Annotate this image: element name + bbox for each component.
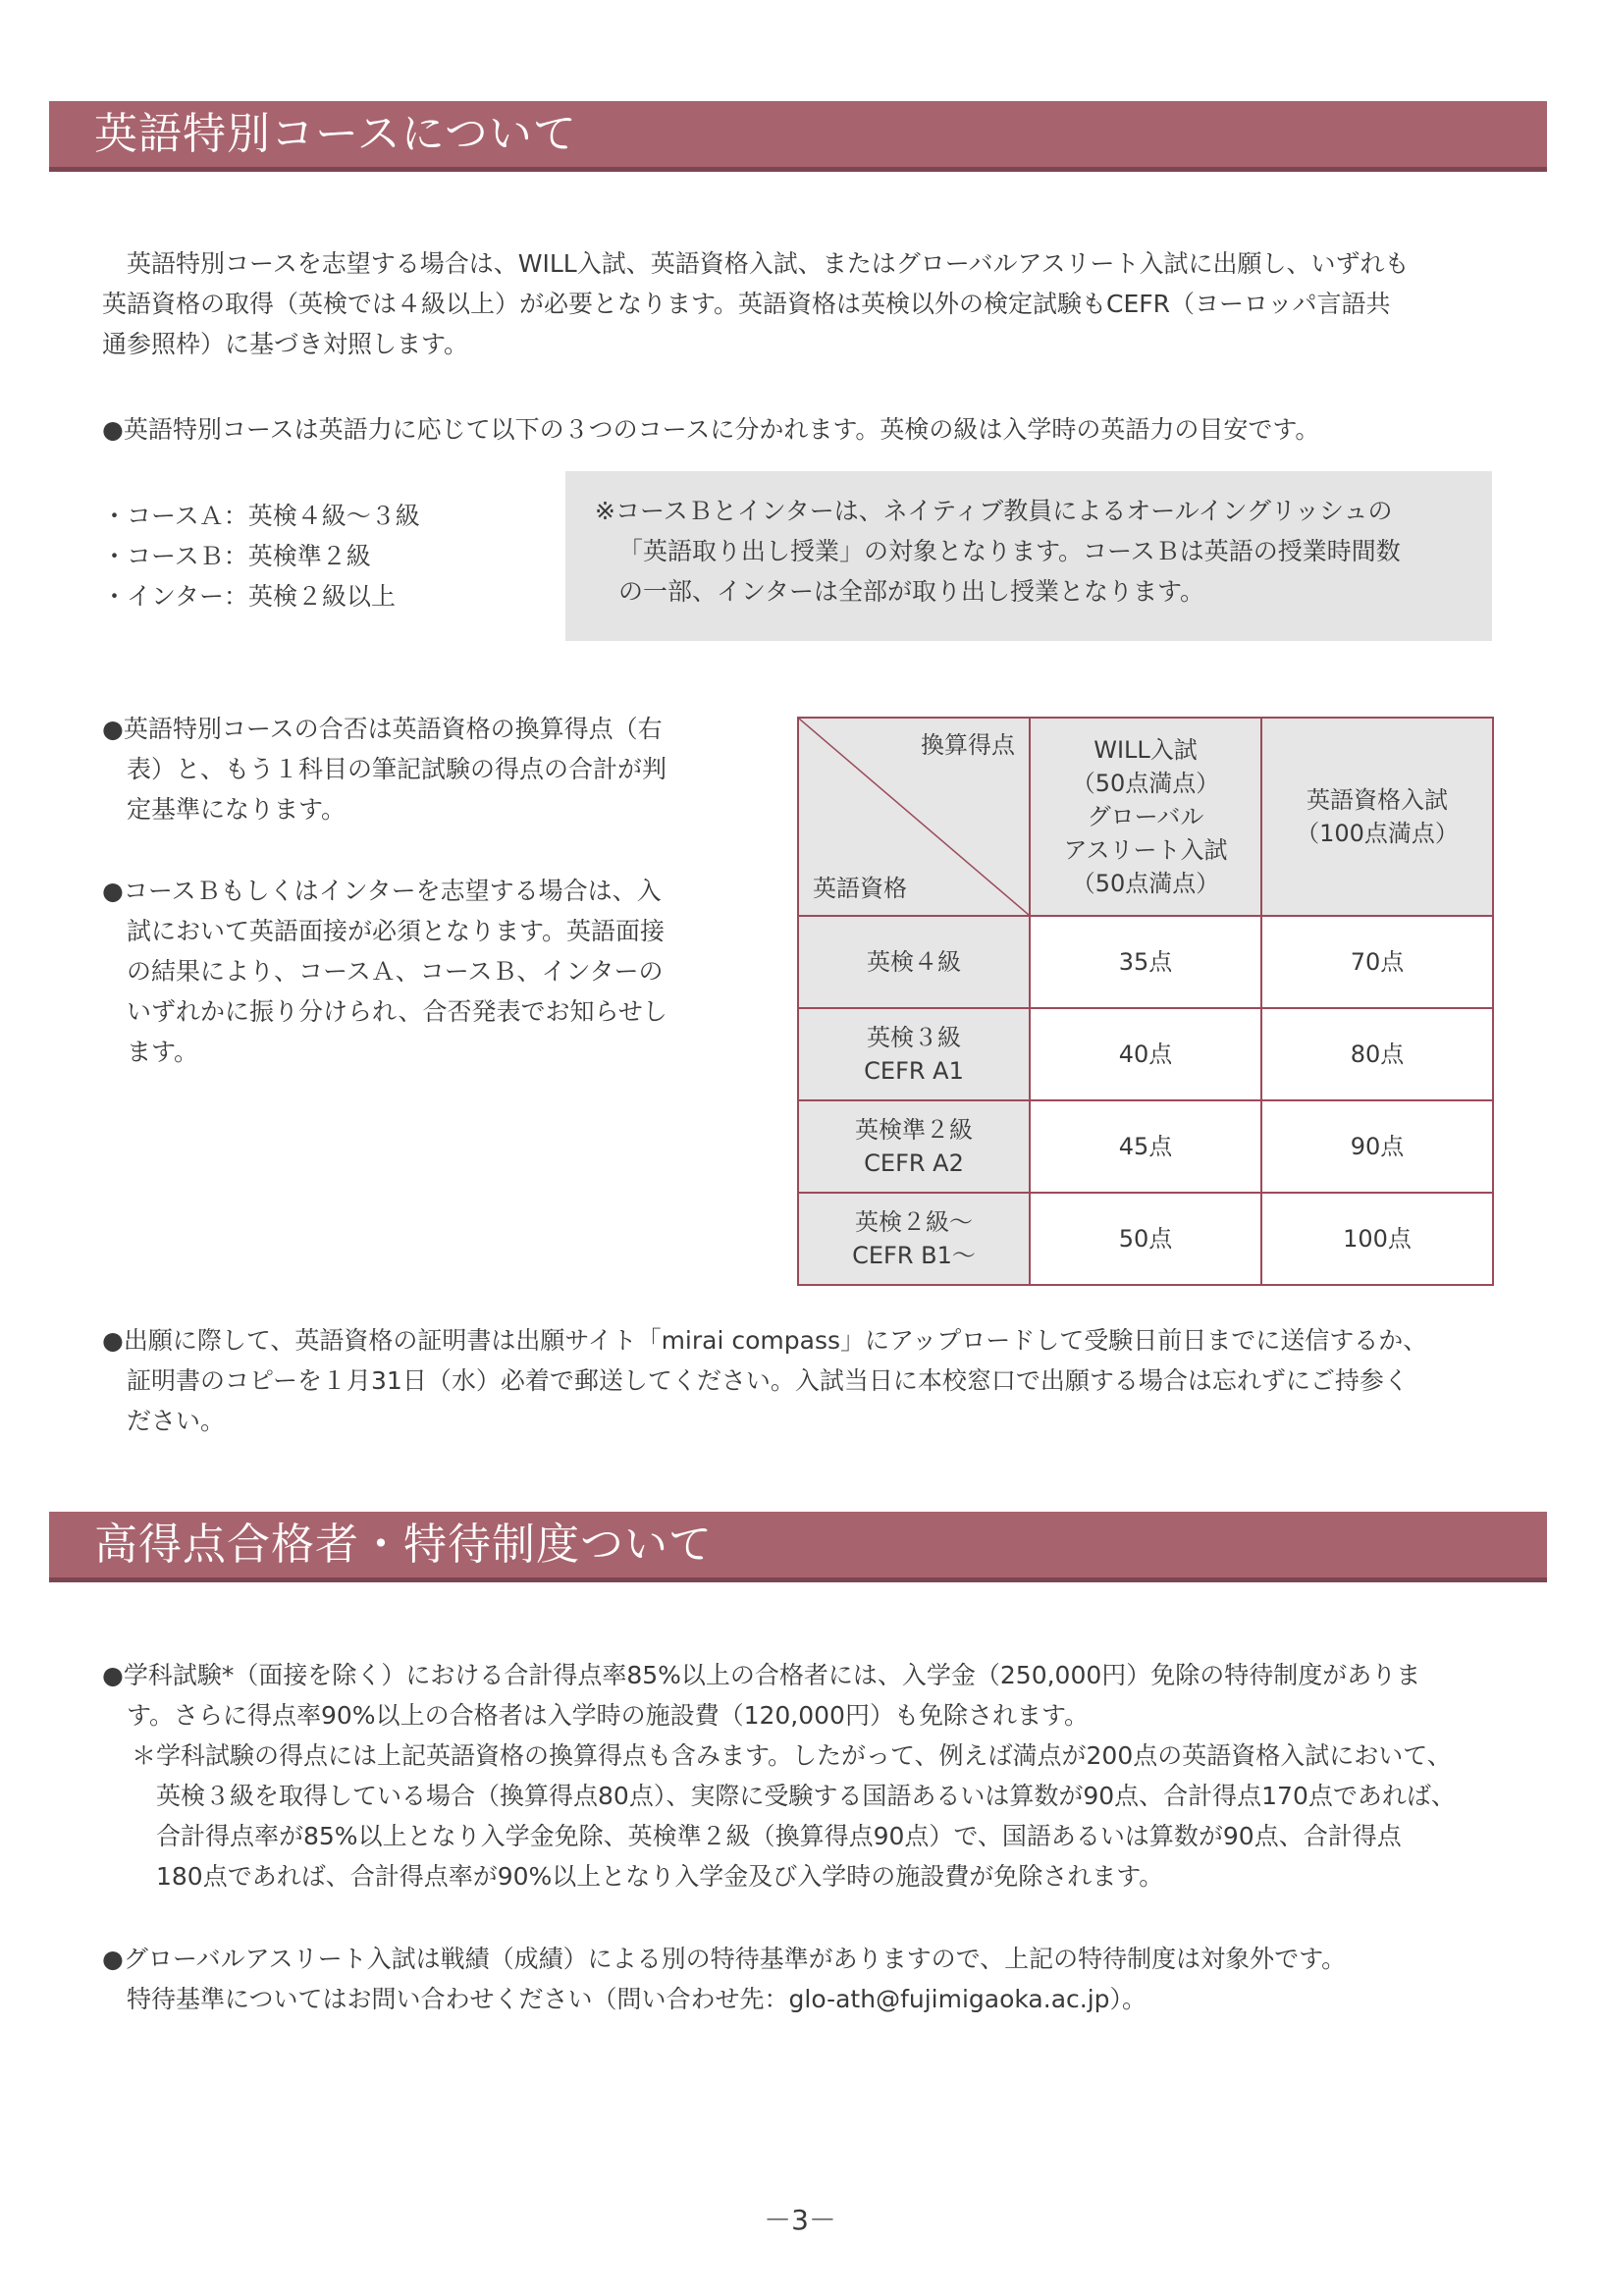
cell-eiken-score: 70点 bbox=[1261, 916, 1493, 1008]
cell-eiken-score: 80点 bbox=[1261, 1008, 1493, 1100]
header-line: （50点満点） bbox=[1071, 770, 1220, 797]
row-header bbox=[798, 916, 1030, 1008]
table-row bbox=[798, 1193, 1493, 1285]
cell-will-score: 40点 bbox=[1030, 1008, 1261, 1100]
cell-will-score: 50点 bbox=[1030, 1193, 1261, 1285]
text-line: ●グローバルアスリート入試は戦績（成績）による別の特待基準がありますので、上記の特待制度は対象外です。 bbox=[102, 1945, 1347, 1973]
text-line: す。さらに得点率90%以上の合格者は入学時の施設費（120,000円）も免除されます。 bbox=[102, 1701, 1089, 1730]
course-list bbox=[102, 496, 420, 616]
note-line: の一部、インターは全部が取り出し授業となります。 bbox=[618, 577, 1205, 606]
text-line: 180点であれば、合計得点率が90%以上となり入学金及び入学時の施設費が免除されます。 bbox=[132, 1862, 1164, 1891]
bullet-interview bbox=[102, 871, 667, 1072]
text-line: 試において英語面接が必須となります。英語面接 bbox=[127, 917, 666, 945]
bullet-pass-criteria bbox=[102, 709, 667, 829]
bullet-course-split: ●英語特別コースは英語力に応じて以下の３つのコースに分かれます。英検の級は入学時の英語力の目安です。 bbox=[102, 415, 1320, 444]
text-line: 英検３級を取得している場合（換算得点80点）、実際に受験する国語あるいは算数が90点、合計得点170点であれば、 bbox=[132, 1782, 1456, 1810]
header-line: WILL入試 bbox=[1093, 736, 1198, 764]
cell-will-score: 35点 bbox=[1030, 916, 1261, 1008]
cell-eiken-score: 90点 bbox=[1261, 1100, 1493, 1193]
column-header-will bbox=[1030, 718, 1261, 916]
row-header bbox=[798, 1008, 1030, 1100]
text-line: ●コースＢもしくはインターを志望する場合は、入 bbox=[102, 877, 662, 905]
section-title: 高得点合格者・特待制度ついて bbox=[94, 1520, 713, 1570]
section-title: 英語特別コースについて bbox=[94, 109, 577, 159]
course-item: ・コースＡ：英検４級～３級 bbox=[102, 502, 420, 530]
header-line: （50点満点） bbox=[1071, 870, 1220, 897]
text-line: ます。 bbox=[127, 1038, 199, 1066]
footnote bbox=[132, 1735, 1456, 1896]
row-label: CEFR A1 bbox=[864, 1057, 964, 1085]
table-corner-cell bbox=[798, 718, 1030, 916]
text-line: 証明書のコピーを１月31日（水）必着で郵送してください。入試当日に本校窓口で出願する場合は忘れずにご持参く bbox=[102, 1366, 1409, 1395]
text-line: ●出願に際して、英語資格の証明書は出願サイト「mirai compass」にアップロードして受験日前日までに送信するか、 bbox=[102, 1326, 1428, 1355]
row-label: 英検３級 bbox=[867, 1024, 961, 1051]
text-line: 定基準になります。 bbox=[127, 795, 347, 824]
table-row bbox=[798, 1008, 1493, 1100]
row-label: CEFR B1～ bbox=[852, 1242, 976, 1269]
intro-line: 通参照枠）に基づき対照します。 bbox=[102, 330, 469, 358]
intro-paragraph bbox=[102, 243, 1409, 364]
row-label: 英検２級～ bbox=[855, 1208, 973, 1236]
corner-label-score: 換算得点 bbox=[921, 731, 1015, 759]
text-line: ＊学科試験の得点には上記英語資格の換算得点も含みます。したがって、例えば満点が200点の英語資格入試において、 bbox=[132, 1741, 1452, 1770]
page-number: －3－ bbox=[764, 2204, 836, 2236]
table-row bbox=[798, 1100, 1493, 1193]
header-line: グローバル bbox=[1087, 803, 1204, 830]
intro-line: 英語資格の取得（英検では４級以上）が必要となります。英語資格は英検以外の検定試験もCEFR（ヨーロッパ言語共 bbox=[102, 290, 1391, 318]
bullet-high-score-exemption bbox=[102, 1655, 1420, 1735]
cell-will-score: 45点 bbox=[1030, 1100, 1261, 1193]
section-banner-scholarship bbox=[49, 1512, 1547, 1582]
score-conversion-table bbox=[797, 717, 1494, 1286]
note-text bbox=[595, 491, 1401, 612]
header-line: （100点満点） bbox=[1296, 820, 1459, 847]
note-line: ※コースＢとインターは、ネイティブ教員によるオールイングリッシュの bbox=[595, 497, 1393, 525]
header-line: 英語資格入試 bbox=[1307, 786, 1448, 814]
row-label: CEFR A2 bbox=[864, 1149, 964, 1177]
column-header-eiken bbox=[1261, 718, 1493, 916]
intro-line: 英語特別コースを志望する場合は、WILL入試、英語資格入試、またはグローバルアスリート入試に出願し、いずれも bbox=[102, 249, 1410, 278]
row-header bbox=[798, 1100, 1030, 1193]
text-line: ださい。 bbox=[102, 1407, 226, 1435]
note-line: 「英語取り出し授業」の対象となります。コースＢは英語の授業時間数 bbox=[618, 537, 1401, 565]
text-line: いずれかに振り分けられ、合否発表でお知らせし bbox=[127, 997, 667, 1026]
text-line: 合計得点率が85%以上となり入学金免除、英検準２級（換算得点90点）で、国語あるいは算数が90点、合計得点 bbox=[132, 1822, 1402, 1850]
row-label: 英検準２級 bbox=[855, 1116, 973, 1144]
bullet-certificate-submission bbox=[102, 1320, 1427, 1441]
course-item: ・コースＢ：英検準２級 bbox=[102, 542, 371, 570]
text-line: ●学科試験*（面接を除く）における合計得点率85%以上の合格者には、入学金（250,000円）免除の特待制度がありま bbox=[102, 1661, 1421, 1689]
header-line: アスリート入試 bbox=[1063, 836, 1228, 864]
text-line: 特待基準についてはお問い合わせください（問い合わせ先：glo-ath@fujimigaoka.ac.jp）。 bbox=[102, 1985, 1147, 2013]
section-banner-english-course bbox=[49, 101, 1547, 172]
table-header-row bbox=[798, 718, 1493, 916]
text-line: ●英語特別コースの合否は英語資格の換算得点（右 bbox=[102, 715, 663, 743]
course-item: ・インター：英検２級以上 bbox=[102, 582, 397, 611]
text-line: 表）と、もう１科目の筆記試験の得点の合計が判 bbox=[127, 755, 667, 783]
note-box bbox=[565, 471, 1492, 641]
corner-label-qualification: 英語資格 bbox=[813, 875, 907, 902]
table-row bbox=[798, 916, 1493, 1008]
row-label: 英検４級 bbox=[867, 948, 961, 976]
row-header bbox=[798, 1193, 1030, 1285]
bullet-athlete-exclusion bbox=[102, 1939, 1346, 2019]
text-line: の結果により、コースＡ、コースＢ、インターの bbox=[127, 957, 664, 986]
cell-eiken-score: 100点 bbox=[1261, 1193, 1493, 1285]
